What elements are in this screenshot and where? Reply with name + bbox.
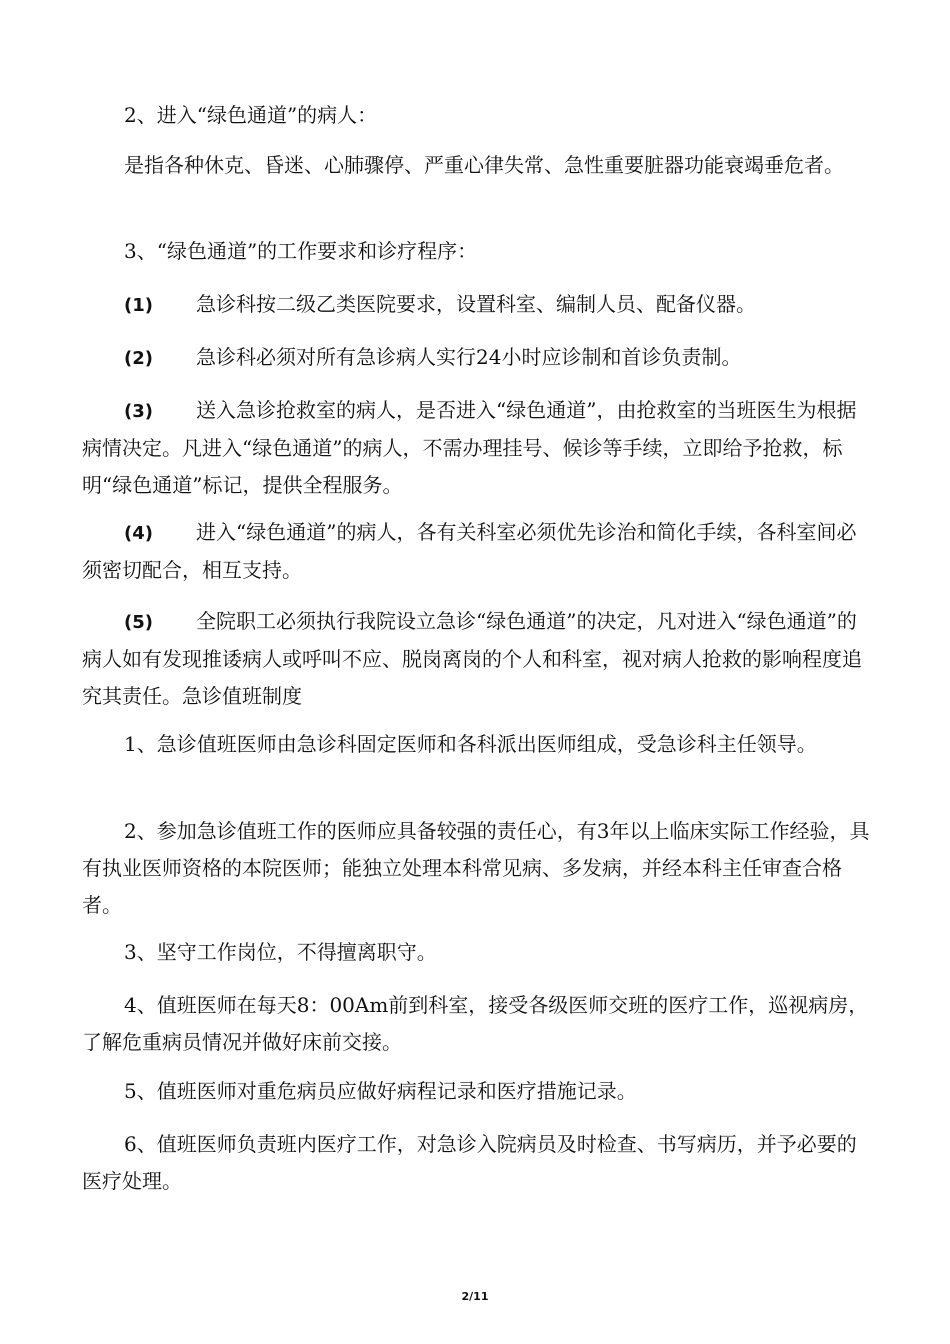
list-item-text: 全院职工必须执行我院设立急诊“绿色通道”的决定，凡对进入“绿色通道”的病人如有发现推诿病人或呼叫不应、脱岗离岗的个人和科室，视对病人抢救的影响程度追究其责任。急诊值班制度: [82, 609, 862, 708]
list-item: [82, 514, 872, 589]
paragraph: 1、急诊值班医师由急诊科固定医师和各科派出医师组成，受急诊科主任领导。: [124, 732, 817, 756]
list-item-number: (3): [124, 401, 153, 422]
list-item-number: (1): [124, 295, 153, 316]
paragraph: 6、值班医师负责班内医疗工作，对急诊入院病员及时检查、书写病历，并予必要的医疗处理。: [82, 1132, 857, 1193]
list-item: [82, 339, 872, 377]
paragraph: 4、值班医师在每天8：00Am前到科室，接受各级医师交班的医疗工作，巡视病房，了解危重病员情况并做好床前交接。: [82, 993, 869, 1054]
list-item: [82, 603, 872, 715]
list-item-number: (4): [124, 523, 153, 544]
list-item-text: 送入急诊抢救室的病人，是否进入“绿色通道”，由抢救室的当班医生为根据病情决定。凡进入“绿色通道”的病人，不需办理挂号、候诊等手续，立即给予抢救，标明“绿色通道”标记，提供全程服务。: [82, 398, 857, 497]
list-item: [82, 392, 872, 504]
paragraph: 3、“绿色通道”的工作要求和诊疗程序：: [124, 239, 478, 263]
paragraph: 3、坚守工作岗位，不得擅离职守。: [124, 940, 437, 964]
page-number: 2/11: [461, 1290, 489, 1303]
list-item-text: 急诊科按二级乙类医院要求，设置科室、编制人员、配备仪器。: [196, 292, 756, 316]
paragraph: 2、进入“绿色通道”的病人：: [124, 103, 378, 127]
list-item-number: (2): [124, 348, 153, 369]
paragraph: 5、值班医师对重危病员应做好病程记录和医疗措施记录。: [124, 1079, 637, 1103]
list-item-text: 急诊科必须对所有急诊病人实行24小时应诊制和首诊负责制。: [196, 345, 742, 369]
paragraph: 2、参加急诊值班工作的医师应具备较强的责任心，有3年以上临床实际工作经验，具有执业医师资格的本院医师；能独立处理本科常见病、多发病，并经本科主任审查合格者。: [82, 819, 870, 917]
list-item-number: (5): [124, 612, 153, 633]
list-item-text: 进入“绿色通道”的病人，各有关科室必须优先诊治和简化手续，各科室间必须密切配合，相互支持。: [82, 520, 857, 582]
list-item: [82, 286, 872, 324]
paragraph: 是指各种休克、昏迷、心肺骤停、严重心律失常、急性重要脏器功能衰竭垂危者。: [124, 153, 844, 177]
